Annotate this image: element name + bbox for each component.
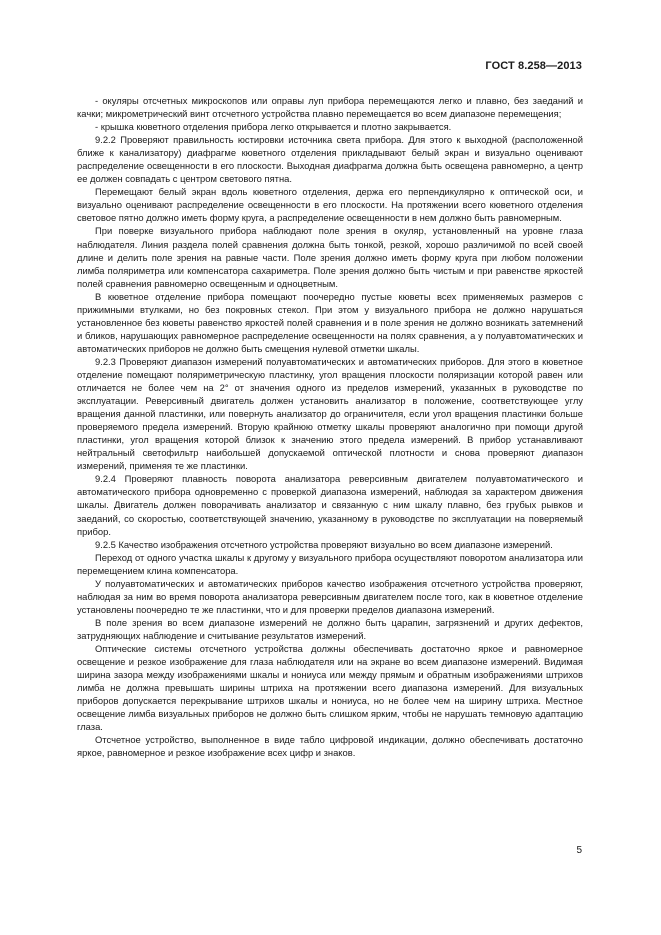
page-number: 5 bbox=[576, 845, 582, 856]
document-body bbox=[77, 94, 583, 759]
document-code-header: ГОСТ 8.258—2013 bbox=[485, 60, 582, 72]
paragraph: Отсчетное устройство, выполненное в виде табло цифровой индикации, должно обеспечивать достаточно яркое, равномерное и резкое изображение всех цифр и знаков. bbox=[77, 734, 583, 759]
paragraph: 9.2.3 Проверяют диапазон измерений полуавтоматических и автоматических приборов. Для этого в кюветное отделение помещают поляриметрическую пластинку, угол вращения плоскости поляризации которой равен или отличается не более чем на 2° от значения одного из пределов измерений, указанных в руководстве по эксплуатации. Реверсивный двигатель должен установить анализатор в положение, соответствующее углу вращения данной пластинки, или повернуть анализатор до ограничителя, если угол вращения пластинки больше проверяемого предела измерений. Вторую крайнюю отметку шкалы проверяют аналогично при помощи другой пластинки, угол вращения которой близок к значению этого предела измерений. В прибор устанавливают нейтральный светофильтр наибольшей допускаемой оптической плотности и снова проверяют диапазон измерений, применяя те же пластинки. bbox=[77, 355, 583, 472]
paragraph: При поверке визуального прибора наблюдают поле зрения в окуляр, установленный на уровне глаза наблюдателя. Линия раздела полей сравнения должна быть тонкой, резкой, хорошо различимой по всей своей длине и делить поле зрения на равные части. Поле зрения должно иметь форму круга при любом положении лимба поляриметра или компенсатора сахариметра. Поле зрения должно быть чистым и при равенстве яркостей полей сравнения равномерно освещенным и одноцветным. bbox=[77, 225, 583, 289]
paragraph: Переход от одного участка шкалы к другому у визуального прибора осуществляют поворотом анализатора или перемещением клина компенсатора. bbox=[77, 551, 583, 576]
paragraph: Перемещают белый экран вдоль кюветного отделения, держа его перпендикулярно к оптической оси, и визуально оценивают распределение освещенности в его плоскости. На протяжении всего кюветного отделения световое пятно должно иметь форму круга, а распределение освещенности в нем должно быть равномерным. bbox=[77, 186, 583, 224]
paragraph: В поле зрения во всем диапазоне измерений не должно быть царапин, загрязнений и других дефектов, затрудняющих наблюдение и считывание результатов измерений. bbox=[77, 616, 583, 641]
paragraph: В кюветное отделение прибора помещают поочередно пустые кюветы всех применяемых размеров с прижимными втулками, но без покровных стекол. При этом у визуального прибора не должно нарушаться установленное без кюветы равенство яркостей полей сравнения и в поле зрения не должно возникать затемнений и бликов, нарушающих равномерное распределение освещенности на полях сравнения, а у полуавтоматических и автоматических приборов не должно быть смещения нулевой отметки шкалы. bbox=[77, 290, 583, 354]
paragraph: 9.2.5 Качество изображения отсчетного устройства проверяют визуально во всем диапазоне измерений. bbox=[95, 538, 553, 550]
paragraph: 9.2.2 Проверяют правильность юстировки источника света прибора. Для этого к выходной (расположенной ближе к канализатору) диафрагме кюветного отделения прикладывают белый экран и визуально оценивают распределение освещенности в его плоскости. Выходная диафрагма должна быть освещена равномерно, а центр ее должен совпадать с центром светового пятна. bbox=[77, 134, 583, 185]
paragraph: - окуляры отсчетных микроскопов или оправы луп прибора перемещаются легко и плавно, без заеданий и качки; микрометрический винт отсчетного устройства плавно перемещается во всем диапазоне перемещения; bbox=[77, 95, 583, 120]
paragraph: - крышка кюветного отделения прибора легко открывается и плотно закрывается. bbox=[95, 121, 452, 133]
paragraph: Оптические системы отсчетного устройства должны обеспечивать достаточно яркое и равномерное освещение и резкое изображение для глаза наблюдателя или на экране во всем диапазоне измерений. Видимая ширина зазора между изображениями шкалы и нониуса или между прямым и обратным изображениями штрихов лимба не должна превышать ширины штриха на протяжении всего диапазона измерений. Для визуальных приборов допускается перекрывание штрихов шкалы и нониуса, но не более чем на ширину штриха. Местное освещение лимба визуальных приборов не должно быть слишком ярким, чтобы не нарушать темновую адаптацию глаза. bbox=[77, 642, 583, 733]
paragraph: 9.2.4 Проверяют плавность поворота анализатора реверсивным двигателем полуавтоматического и автоматического прибора одновременно с проверкой диапазона измерений, наблюдая за характером движения шкалы. Двигатель должен поворачивать анализатор и связанную с ним шкалу плавно, без грубых рывков и заеданий, со скоростью, соответствующей значению, указанному в руководстве по эксплуатации на поверяемый прибор. bbox=[77, 473, 583, 537]
paragraph: У полуавтоматических и автоматических приборов качество изображения отсчетного устройства проверяют, наблюдая за ним во время поворота анализатора реверсивным двигателем после того, как в кюветное отделение установлены поочередно те же пластинки, что и для проверки пределов диапазона измерений. bbox=[77, 577, 583, 615]
